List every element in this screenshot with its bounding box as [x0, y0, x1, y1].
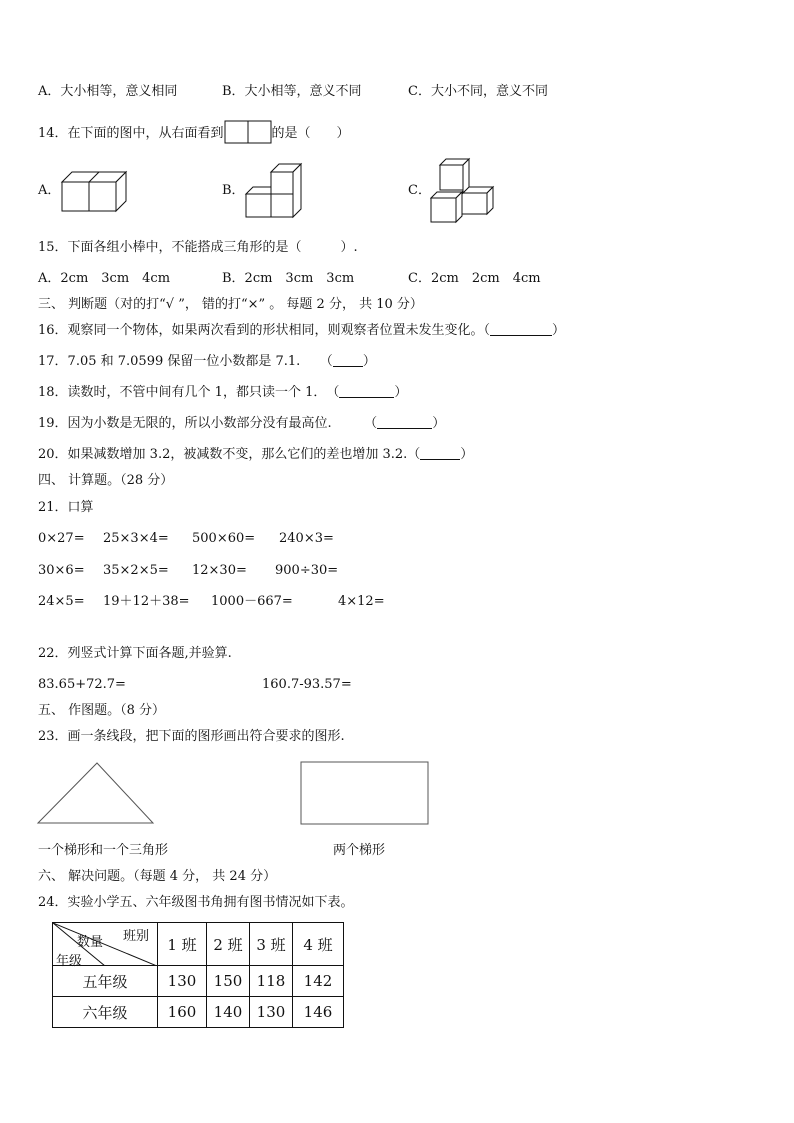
judge-18-close: ） [394, 385, 408, 400]
table-cell: 142 [293, 966, 344, 997]
q21-item: 0×27= [38, 531, 85, 546]
q14-option-a-label: A． [38, 183, 61, 198]
table-cell: 150 [207, 966, 250, 997]
judge-16-answer-blank[interactable] [490, 323, 552, 336]
q21-item: 500×60= [192, 531, 256, 546]
judge-19-answer-blank[interactable] [377, 416, 432, 429]
table-cell: 140 [207, 997, 250, 1028]
q14-question-pre: 14．在下面的图中，从右面看到 [38, 126, 224, 141]
q23-triangle-figure [36, 760, 156, 826]
judge-19 [38, 416, 445, 432]
section-4-heading: 四、 计算题。（28 分） [38, 473, 174, 488]
judge-18 [38, 385, 407, 401]
q21-item: 1000－667= [211, 594, 293, 609]
q24-title: 24．实验小学五、六年级图书角拥有图书情况如下表。 [38, 895, 354, 910]
q21-item: 24×5= [38, 594, 85, 609]
q13-option-a: A．大小相等，意义相同 [38, 84, 178, 99]
section-6-heading: 六、 解决问题。（每题 4 分， 共 24 分） [38, 869, 277, 884]
section-5-heading: 五、 作图题。（8 分） [38, 703, 166, 718]
judge-18-answer-blank[interactable] [339, 385, 394, 398]
q21-item: 240×3= [279, 531, 334, 546]
judge-17-answer-blank[interactable] [333, 354, 363, 367]
q21-item: 4×12= [338, 594, 385, 609]
q15-option-a: A．2cm 3cm 4cm [38, 271, 171, 286]
table-cell: 146 [293, 997, 344, 1028]
judge-20-answer-blank[interactable] [420, 447, 460, 460]
q21-item: 35×2×5= [103, 563, 169, 578]
q15-option-c: C．2cm 2cm 4cm [408, 271, 541, 286]
section-3-heading: 三、 判断题（对的打“√ ”， 错的打“×” 。 每题 2 分， 共 10 分） [38, 297, 423, 312]
column-header: 1 班 [158, 923, 207, 966]
q14-option-c-label: C． [408, 183, 431, 198]
corner-label-grade: 年级 [56, 954, 83, 969]
q23-title: 23．画一条线段，把下面的图形画出符合要求的图形. [38, 729, 345, 744]
q15-option-b: B．2cm 3cm 3cm [222, 271, 355, 286]
column-header: 2 班 [207, 923, 250, 966]
q14-question-post: 的是（ ） [271, 126, 350, 141]
q21-item: 12×30= [192, 563, 247, 578]
table-cell: 130 [250, 997, 293, 1028]
corner-label-class: 班别 [123, 929, 150, 944]
q22-problem-a: 83.65+72.7= [38, 677, 126, 692]
q22-title: 22．列竖式计算下面各题,并验算. [38, 646, 232, 661]
column-header: 3 班 [250, 923, 293, 966]
judge-20 [38, 447, 473, 463]
q23-rectangle-figure [300, 761, 430, 827]
table-header-row [53, 923, 344, 966]
q21-item: 30×6= [38, 563, 85, 578]
table-cell: 130 [158, 966, 207, 997]
q22-problem-b: 160.7-93.57= [262, 677, 352, 692]
judge-16-text: 16．观察同一个物体，如果两次看到的形状相同，则观察者位置未发生变化。（ [38, 323, 491, 338]
judge-20-close: ） [460, 447, 474, 462]
table-cell: 118 [250, 966, 293, 997]
column-header: 4 班 [293, 923, 344, 966]
q14-option-a-cubes [60, 168, 130, 214]
q13-option-c: C．大小不同，意义不同 [408, 84, 548, 99]
book-table [52, 922, 344, 1028]
row-grade: 五年级 [53, 966, 158, 997]
judge-20-text: 20．如果减数增加 3.2，被减数不变，那么它们的差也增加 3.2.（ [38, 447, 421, 462]
judge-17-close: ） [362, 354, 376, 369]
q14-question [38, 120, 350, 144]
q14-option-c-cubes [430, 156, 498, 224]
q13-option-b: B．大小相等，意义不同 [222, 84, 362, 99]
q14-right-view-figure [224, 120, 272, 144]
row-grade: 六年级 [53, 997, 158, 1028]
q21-item: 900÷30= [275, 563, 339, 578]
q14-option-b-cubes [244, 160, 304, 220]
q21-item: 19＋12＋38= [103, 594, 190, 609]
q14-option-b-label: B． [222, 183, 245, 198]
judge-17-text: 17．7.05 和 7.0599 保留一位小数都是 7.1. （ [38, 354, 333, 369]
q21-title: 21．口算 [38, 500, 94, 515]
corner-label-quantity: 数量 [77, 935, 104, 950]
judge-19-text: 19．因为小数是无限的，所以小数部分没有最高位. （ [38, 416, 378, 431]
table-row [53, 997, 344, 1028]
q23-label-b: 两个梯形 [333, 843, 386, 858]
judge-16 [38, 323, 565, 339]
table-corner-cell [53, 923, 158, 969]
judge-17 [38, 354, 376, 370]
table-cell: 160 [158, 997, 207, 1028]
judge-16-close: ） [552, 323, 566, 338]
judge-18-text: 18．读数时，不管中间有几个 1，都只读一个 1． （ [38, 385, 340, 400]
judge-19-close: ） [432, 416, 446, 431]
table-row [53, 966, 344, 997]
q23-label-a: 一个梯形和一个三角形 [38, 843, 169, 858]
q15-question: 15．下面各组小棒中，不能搭成三角形的是（ ）. [38, 240, 358, 255]
q21-item: 25×3×4= [103, 531, 169, 546]
